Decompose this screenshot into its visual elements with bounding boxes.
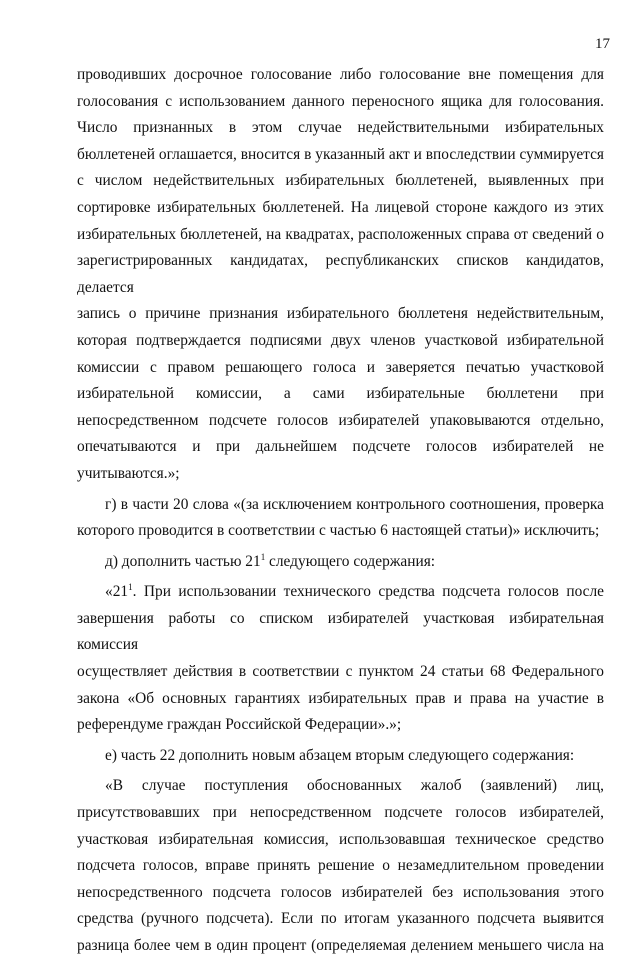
text-line: е) часть 22 дополнить новым абзацем вторым следующего содержания: (105, 746, 575, 764)
text-line: сортировке избирательных бюллетеней. На лицевой стороне каждого из этих (77, 198, 604, 216)
text-line: запись о причине признания избирательного бюллетеня недействительным, (77, 305, 604, 323)
paragraph-quote-new (77, 773, 604, 959)
text-line: закона «Об основных гарантиях избирательных прав и права на участие в (77, 689, 604, 707)
text-line: участковая избирательная комиссия, использовавшая техническое средство (77, 830, 604, 848)
paragraph-item-e (77, 743, 604, 770)
text-fragment: д) дополнить частью 21 (105, 552, 261, 570)
text-line: подсчета голосов, вправе принять решение о незамедлительном проведении (77, 857, 604, 875)
text-line: опечатываются и при дальнейшем подсчете голосов избирателей не (77, 438, 604, 456)
paragraph-item-g (77, 492, 604, 545)
text-line: непосредственном подсчете голосов избирателей упаковываются отдельно, (77, 411, 604, 429)
text-line: непосредственного подсчета голосов избирателей без использования этого (77, 883, 604, 901)
superscript: 1 (128, 582, 133, 593)
text-line: средства (ручного подсчета). Если по итогам указанного подсчета выявится (77, 910, 604, 928)
paragraph-continuation (77, 62, 604, 488)
text-line: г) в части 20 слова «(за исключением контрольного соотношения, проверка (105, 495, 604, 513)
text-line: голосования с использованием данного переносного ящика для голосования. (77, 92, 604, 110)
superscript: 1 (260, 551, 266, 562)
text-line: референдуме граждан Российской Федерации».»; (77, 716, 402, 734)
text-line (77, 579, 604, 606)
text-fragment: «21 (105, 583, 129, 601)
text-line: завершения работы со списком избирателей участковая избирательная комиссия (77, 609, 604, 654)
text-line: комиссии с правом решающего голоса и заверяется печатью участковой (77, 358, 604, 376)
text-line: бюллетеней оглашается, вносится в указанный акт и впоследствии суммируется (77, 145, 604, 163)
text-line: проводивших досрочное голосование либо голосование вне помещения для (77, 66, 604, 83)
paragraph-item-d (77, 549, 604, 576)
text-line: учитываются.»; (77, 464, 180, 482)
text-line: которого проводится в соответствии с частью 6 настоящей статьи)» исключить; (77, 522, 600, 540)
text-fragment: следующего содержания: (265, 552, 436, 570)
text-fragment: . При использовании технического средства подсчета голосов после (132, 583, 604, 601)
text-line: разница более чем в один процент (определяемая делением меньшего числа на (77, 937, 604, 954)
text-line: осуществляет действия в соответствии с пунктом 24 статьи 68 Федерального (77, 663, 604, 681)
text-line: «В случае поступления обоснованных жалоб (заявлений) лиц, (105, 777, 604, 795)
text-line: избирательных бюллетеней, на квадратах, расположенных справа от сведений о (77, 225, 604, 243)
document-body (77, 62, 604, 960)
page-number: 17 (595, 36, 610, 52)
text-line: которая подтверждается подписями двух членов участковой избирательной (77, 331, 604, 349)
text-line (77, 549, 604, 576)
text-line: избирательной комиссии, а сами избирательные бюллетени при (77, 385, 604, 403)
text-line: с числом недействительных избирательных бюллетеней, выявленных при (77, 172, 604, 190)
text-line: присутствовавших при непосредственном подсчете голосов избирателей, (77, 804, 604, 822)
paragraph-quote-21-1 (77, 579, 604, 739)
text-line: Число признанных в этом случае недействительными избирательных (77, 119, 604, 137)
text-line: зарегистрированных кандидатах, республиканских списков кандидатов, делается (77, 252, 604, 296)
